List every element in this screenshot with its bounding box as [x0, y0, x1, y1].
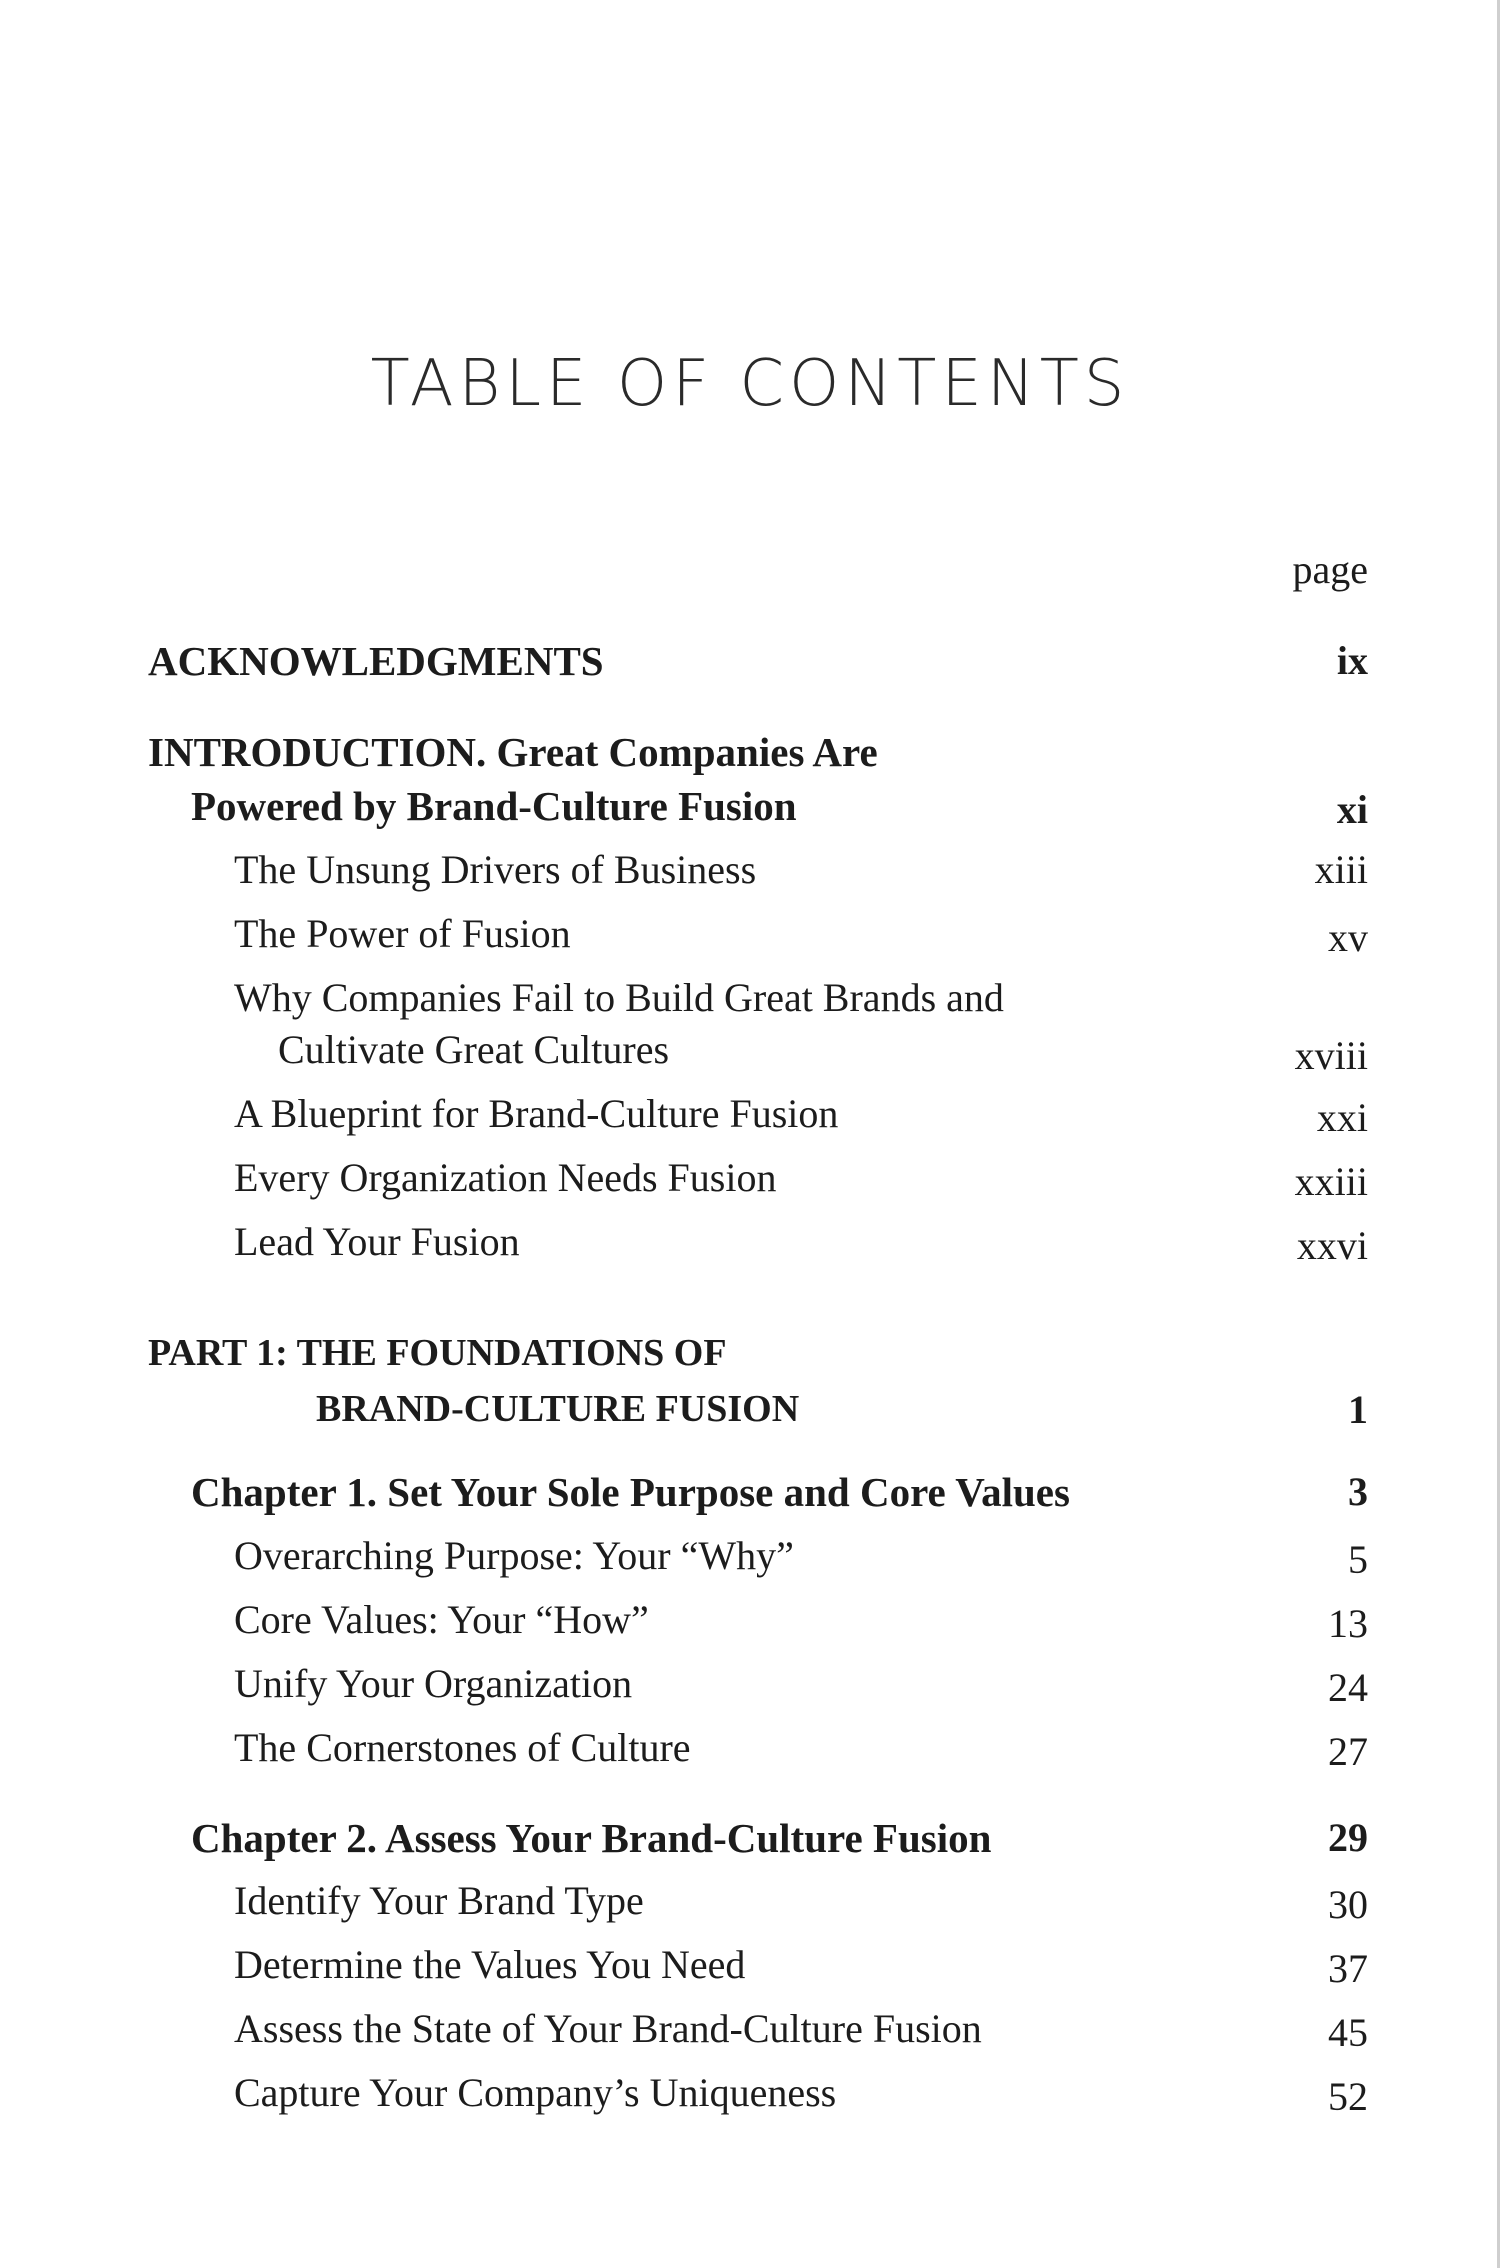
toc-entry-section[interactable] [0, 847, 1500, 906]
toc-entry-page: 27 [1328, 1729, 1368, 1774]
toc-entry-title: Lead Your Fusion [234, 1219, 520, 1264]
page-title: TABLE OF CONTENTS [370, 347, 1130, 421]
toc-entry-page: 45 [1328, 2010, 1368, 2055]
toc-entry-section[interactable] [0, 975, 1500, 1034]
toc-entry-title: Why Companies Fail to Build Great Brands and [234, 975, 1004, 1020]
toc-entry-title: Capture Your Company’s Uniqueness [234, 2070, 837, 2115]
toc-entry-page: 5 [1348, 1537, 1368, 1582]
toc-entry-page: 52 [1328, 2074, 1368, 2119]
toc-entry-title: PART 1: THE FOUNDATIONS OF [148, 1332, 727, 1374]
toc-entry-page: xiii [1314, 847, 1368, 892]
toc-entry-title: Overarching Purpose: Your “Why” [234, 1533, 794, 1578]
toc-entry-section[interactable] [0, 1219, 1500, 1278]
toc-entry-title: The Cornerstones of Culture [234, 1725, 691, 1770]
toc-entry-title: The Unsung Drivers of Business [234, 847, 757, 892]
toc-entry-section[interactable] [0, 1661, 1500, 1720]
toc-entry-page: 24 [1328, 1665, 1368, 1710]
toc-entry-page: ix [1336, 638, 1368, 683]
toc-entry-title: A Blueprint for Brand-Culture Fusion [234, 1091, 839, 1136]
toc-entry-title: Assess the State of Your Brand-Culture Fusion [234, 2006, 982, 2051]
toc-entry-part-1-cont[interactable] [0, 1387, 1500, 1446]
toc-entry-page: xv [1328, 915, 1368, 960]
toc-entry-title: Unify Your Organization [234, 1661, 633, 1706]
toc-entry-title: INTRODUCTION. Great Companies Are [148, 729, 878, 775]
toc-entry-section[interactable] [0, 1155, 1500, 1214]
toc-entry-section[interactable] [0, 2070, 1500, 2129]
toc-entry-acknowledgments[interactable] [0, 638, 1500, 697]
toc-entry-page: xviii [1294, 1033, 1368, 1078]
toc-entry-title: Cultivate Great Cultures [278, 1027, 670, 1072]
toc-entry-page: 3 [1348, 1469, 1368, 1514]
toc-entry-section[interactable] [0, 2006, 1500, 2065]
toc-entry-page: xxvi [1296, 1223, 1368, 1268]
toc-entry-chapter-2[interactable] [0, 1815, 1500, 1874]
toc-entry-introduction-cont[interactable] [0, 783, 1500, 842]
toc-entry-chapter-1[interactable] [0, 1469, 1500, 1528]
toc-entry-section[interactable] [0, 1597, 1500, 1656]
toc-entry-title: The Power of Fusion [234, 911, 571, 956]
toc-entry-title: Chapter 1. Set Your Sole Purpose and Core Values [191, 1469, 1070, 1515]
toc-entry-page: xxi [1316, 1095, 1368, 1140]
toc-entry-section-cont[interactable] [0, 1027, 1500, 1086]
toc-entry-page: 37 [1328, 1946, 1368, 1991]
toc-entry-section[interactable] [0, 1091, 1500, 1150]
toc-entry-title: Identify Your Brand Type [234, 1878, 644, 1923]
toc-entry-title: Every Organization Needs Fusion [234, 1155, 777, 1200]
toc-entry-part-1[interactable] [0, 1334, 1500, 1390]
toc-entry-title: Chapter 2. Assess Your Brand-Culture Fusion [191, 1815, 992, 1861]
toc-entry-page: 29 [1328, 1815, 1368, 1860]
toc-entry-page: 13 [1328, 1601, 1368, 1646]
toc-entry-title: Determine the Values You Need [234, 1942, 746, 1987]
toc-entry-title: BRAND-CULTURE FUSION [316, 1388, 800, 1430]
toc-entry-page: xi [1336, 787, 1368, 832]
toc-entry-introduction[interactable] [0, 729, 1500, 788]
toc-entry-title: ACKNOWLEDGMENTS [148, 638, 604, 684]
toc-entry-section[interactable] [0, 911, 1500, 970]
toc-entry-section[interactable] [0, 1878, 1500, 1937]
toc-entry-section[interactable] [0, 1942, 1500, 2001]
toc-entry-section[interactable] [0, 1725, 1500, 1784]
toc-entry-page: xxiii [1294, 1159, 1368, 1204]
toc-entry-page: 30 [1328, 1882, 1368, 1927]
toc-entry-page: 1 [1348, 1387, 1368, 1432]
toc-entry-section[interactable] [0, 1533, 1500, 1592]
toc-entry-title: Powered by Brand-Culture Fusion [191, 783, 797, 829]
page-column-label: page [1292, 547, 1368, 592]
toc-entry-title: Core Values: Your “How” [234, 1597, 649, 1642]
